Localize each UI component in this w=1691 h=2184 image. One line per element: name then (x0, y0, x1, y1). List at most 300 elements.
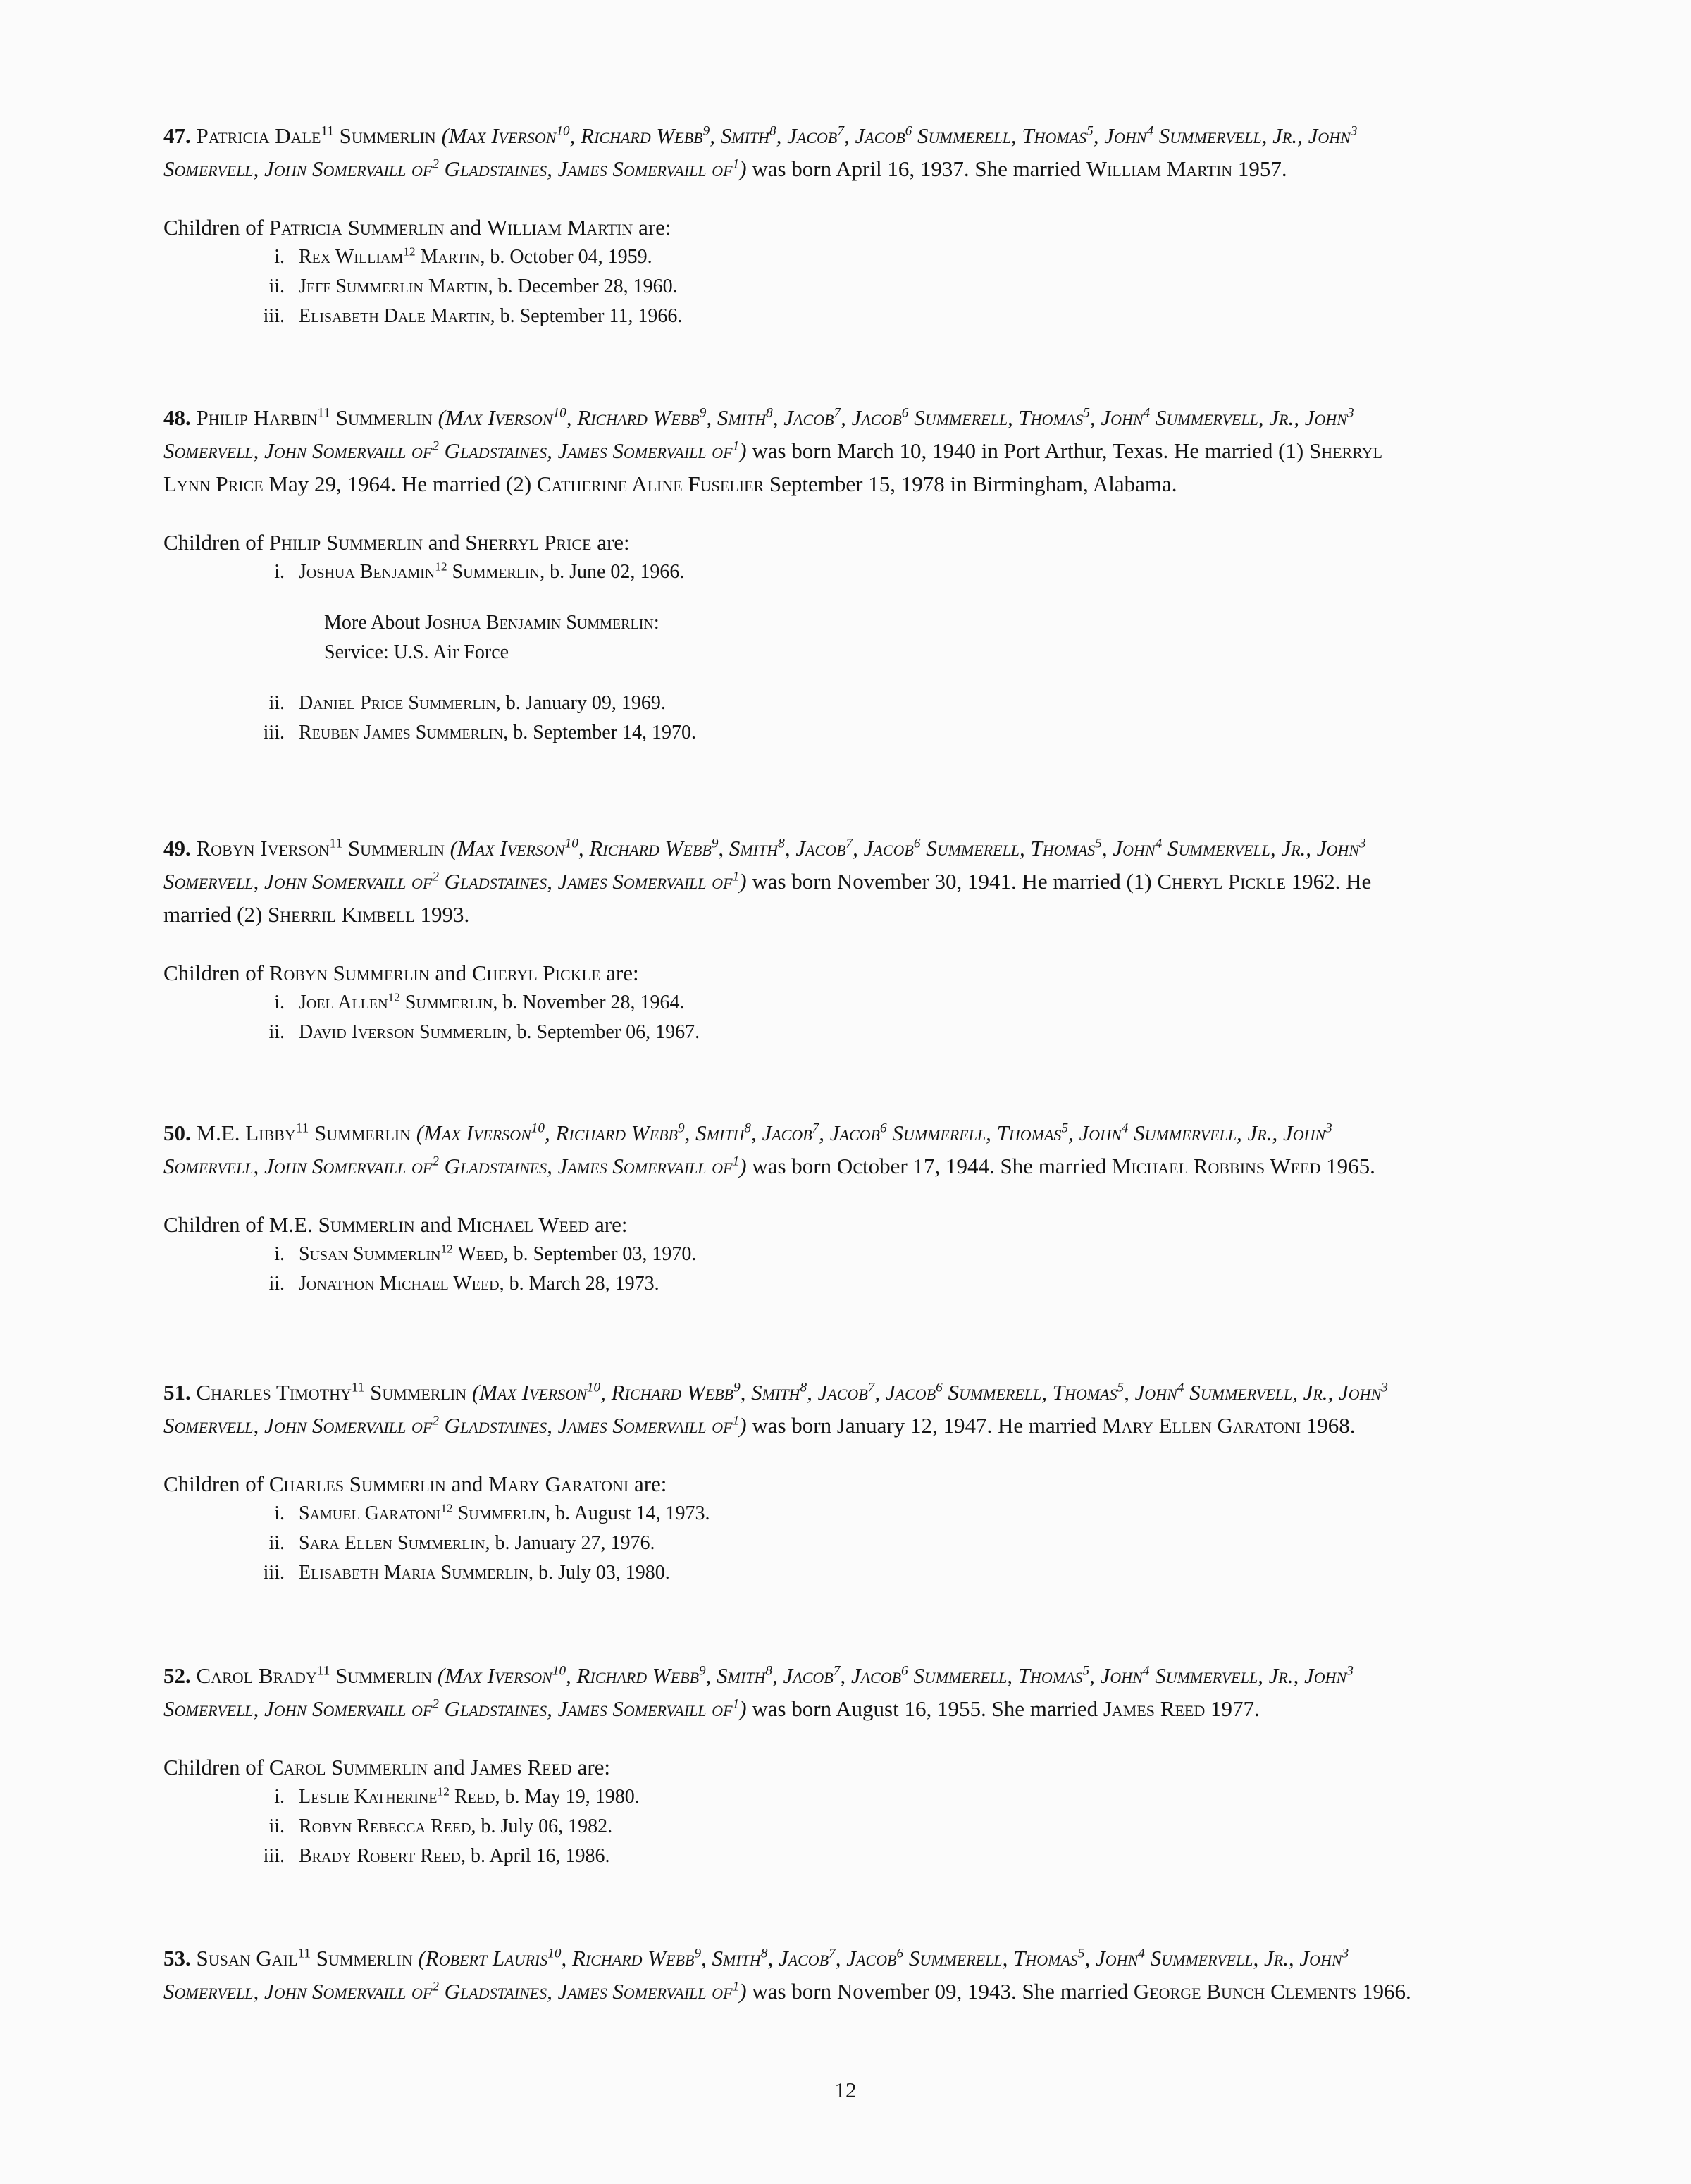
text-span: and (414, 1212, 457, 1237)
text-span: ) (739, 1979, 747, 2004)
children-list (163, 689, 1432, 748)
superscript-number: 3 (1381, 1380, 1388, 1395)
superscript-number: 4 (1155, 836, 1163, 851)
text-span: was born March 10, 1940 in Port Arthur, Texas. He married (1) (746, 438, 1309, 463)
text-span (299, 718, 1432, 748)
text-span: ii. (268, 1273, 285, 1295)
text-span: , Jacob (750, 1121, 812, 1145)
text-span: are: (589, 1212, 628, 1237)
text-span: Summerlin (335, 1663, 433, 1688)
children-heading (163, 528, 1432, 557)
text-span: 1957. (1232, 156, 1287, 181)
list-item (163, 1812, 1432, 1841)
text-span: (Max Iverson (441, 123, 557, 148)
text-span: James Reed (470, 1755, 572, 1779)
list-item (163, 242, 1432, 272)
text-span: Mary Garatoni (488, 1472, 629, 1496)
text-span: , Smith (706, 405, 767, 430)
superscript-number: 5 (1077, 1946, 1085, 1961)
text-span: 1993. (414, 902, 470, 927)
text-span: Summerlin (314, 1121, 411, 1145)
page-number: 12 (834, 2078, 857, 2102)
superscript-number: 1 (732, 1413, 740, 1429)
text-span: 49. (163, 836, 191, 860)
superscript-number: 1 (732, 156, 740, 172)
superscript-number: 1 (732, 1154, 740, 1169)
text-span: are: (633, 215, 671, 240)
superscript-number: 5 (1086, 123, 1094, 139)
superscript-number: 7 (834, 405, 841, 421)
superscript-number: 8 (760, 1946, 768, 1961)
superscript-number: 3 (1325, 1121, 1332, 1136)
superscript-number: 11 (317, 405, 331, 421)
text-span: , Smith (705, 1663, 766, 1688)
superscript-number: 2 (432, 869, 439, 884)
text-span: Summerlin (335, 405, 433, 430)
superscript-number: 5 (1083, 405, 1090, 421)
text-span: 1966. (1356, 1979, 1411, 2004)
text-span: , b. September 14, 1970. (503, 722, 697, 744)
text-span: 53. (163, 1946, 191, 1970)
superscript-number: 11 (329, 836, 343, 851)
text-span (299, 302, 1432, 331)
text-span: Somervell, John Somervaill of (163, 438, 433, 463)
text-span: was born November 09, 1943. She married (746, 1979, 1134, 2004)
text-span: , b. November 28, 1964. (493, 992, 685, 1013)
text-span: Elisabeth Dale Martin (299, 305, 490, 327)
text-span: Gladstaines, James Somervaill of (438, 1413, 733, 1438)
text-span: , Jacob (772, 1663, 834, 1688)
text-span: Children of (163, 961, 269, 985)
children-heading (163, 1210, 1432, 1240)
text-span: Somervell, John Somervaill of (163, 1154, 433, 1178)
text-span: 48. (163, 405, 191, 430)
text-span: Children of (163, 1755, 269, 1779)
text-span: and (444, 215, 487, 240)
superscript-number: 11 (297, 1946, 311, 1961)
text-span: , Richard Webb (566, 1663, 700, 1688)
text-span (299, 1018, 1432, 1047)
superscript-number: 10 (586, 1380, 601, 1395)
text-span: Samuel Garatoni (299, 1503, 441, 1524)
text-span: and (423, 530, 466, 555)
superscript-number: 7 (829, 1946, 836, 1961)
superscript-number: 10 (531, 1121, 545, 1136)
superscript-number: 9 (699, 1663, 706, 1679)
children-heading (163, 213, 1432, 242)
text-span: Summerlin (399, 992, 493, 1013)
superscript-number: 1 (732, 1979, 740, 1994)
text-span: ii. (268, 1021, 285, 1043)
entry-number: 47. (163, 123, 191, 148)
entry-52 (163, 1659, 1432, 1871)
text-span (299, 557, 1432, 587)
text-span: 52. (163, 1663, 191, 1688)
text-span: 1965. (1320, 1154, 1375, 1178)
text-span: Robyn Summerlin (268, 961, 430, 985)
text-span: September 15, 1978 in Birmingham, Alabama. (764, 471, 1177, 496)
text-span: , John (1101, 836, 1156, 860)
entry-paragraph (163, 119, 1432, 185)
text-span: Charles Timothy (196, 1380, 352, 1405)
text-span: George Bunch Clements (1133, 1979, 1357, 2004)
children-heading (163, 1753, 1432, 1782)
text-span: Reuben James Summerlin (299, 722, 504, 744)
text-span: , Smith (718, 836, 779, 860)
text-span: Somervell, John Somervaill of (163, 156, 433, 181)
text-span: Gladstaines, James Somervaill of (438, 438, 733, 463)
text-span: , John (1084, 1946, 1139, 1970)
text-span: was born October 17, 1944. She married (746, 1154, 1112, 1178)
text-span: Summervell, Jr., John (1144, 1946, 1342, 1970)
text-span: , b. September 06, 1967. (507, 1021, 700, 1043)
children-list (163, 1782, 1432, 1871)
list-item (163, 689, 1432, 718)
text-span: and (429, 961, 472, 985)
text-span: Jonathon Michael Weed (299, 1273, 500, 1295)
text-span: 51. (163, 1380, 191, 1405)
text-span: Summerell, Thomas (908, 405, 1084, 430)
text-span: , Jacob (784, 836, 846, 860)
list-item (163, 1240, 1432, 1269)
superscript-number: 12 (403, 245, 416, 259)
entry-paragraph (163, 1659, 1432, 1725)
text-span: , Jacob (841, 405, 902, 430)
text-span: , Richard Webb (566, 405, 700, 430)
entry-47 (163, 119, 1432, 331)
text-span: , Smith (740, 1380, 800, 1405)
superscript-number: 3 (1342, 1946, 1349, 1961)
generation-number: 11 (321, 123, 334, 139)
text-span: ) (739, 156, 747, 181)
text-span (299, 988, 1432, 1018)
superscript-number: 5 (1082, 1663, 1090, 1679)
text-span: Summerell, Thomas (908, 1663, 1083, 1688)
text-span: Summerlin (316, 1946, 413, 1970)
text-span: Jeff Summerlin Martin (299, 276, 488, 297)
superscript-number: 8 (769, 123, 776, 139)
superscript-number: 3 (1346, 1663, 1354, 1679)
text-span: Summerell, Thomas (942, 1380, 1117, 1405)
superscript-number: 2 (432, 1696, 439, 1712)
text-span: (Robert Lauris (418, 1946, 548, 1970)
text-span: Leslie Katherine (299, 1786, 438, 1808)
superscript-number: 3 (1359, 836, 1366, 851)
text-span: are: (571, 1755, 611, 1779)
text-span: ) (739, 1696, 747, 1721)
superscript-number: 3 (1346, 405, 1354, 421)
text-span: Summerlin (447, 561, 540, 583)
text-span: , b. July 06, 1982. (471, 1815, 613, 1837)
text-span: Gladstaines, James Somervaill of (438, 1696, 733, 1721)
superscript-number: 4 (1143, 405, 1151, 421)
text-span: Children of (163, 215, 269, 240)
text-span: , Jacob (807, 1380, 868, 1405)
text-span: Summervell, Jr., John (1150, 405, 1347, 430)
children-list (163, 1240, 1432, 1299)
text-span: Weed (452, 1243, 504, 1265)
more-about-block (163, 608, 1432, 667)
superscript-number: 1 (732, 869, 740, 884)
superscript-number: 11 (351, 1380, 365, 1395)
text-span: Summervell, Jr., John (1128, 1121, 1326, 1145)
text-span: ) (739, 1413, 747, 1438)
text-span: , Richard Webb (561, 1946, 695, 1970)
entry-49 (163, 832, 1432, 1047)
entry-paragraph (163, 1376, 1432, 1442)
list-item (163, 1782, 1432, 1812)
text-span: ii. (268, 1532, 285, 1554)
superscript-number: 2 (432, 1413, 439, 1429)
list-item (163, 1018, 1432, 1047)
text-span: , b. December 28, 1960. (488, 276, 678, 297)
text-span: James Reed (1103, 1696, 1206, 1721)
superscript-number: 10 (552, 405, 566, 421)
superscript-number: 6 (913, 836, 921, 851)
list-item (163, 1499, 1432, 1529)
superscript-number: 10 (547, 1946, 562, 1961)
superscript-number: 6 (905, 123, 912, 139)
text-span: Summerell, Thomas (886, 1121, 1062, 1145)
text-span: , b. April 16, 1986. (460, 1845, 610, 1867)
text-span: ) (739, 1154, 747, 1178)
text-span: Sherryl Price (465, 530, 592, 555)
superscript-number: 4 (1121, 1121, 1129, 1136)
text-span: i. (274, 246, 285, 268)
text-span (299, 1529, 1432, 1558)
text-span: Somervell, John Somervaill of (163, 1696, 433, 1721)
text-span: , Smith (710, 123, 770, 148)
superscript-number: 6 (936, 1380, 943, 1395)
text-span: Gladstaines, James Somervaill of (438, 1979, 733, 2004)
list-item (163, 718, 1432, 748)
text-span: and (428, 1755, 471, 1779)
superscript-number: 7 (837, 123, 844, 139)
list-item (163, 1529, 1432, 1558)
text-span: Philip Harbin (196, 405, 318, 430)
text-span: Carol Brady (196, 1663, 317, 1688)
text-span: , Jacob (840, 1663, 902, 1688)
text-span: Michael Robbins Weed (1111, 1154, 1321, 1178)
superscript-number: 4 (1138, 1946, 1145, 1961)
text-span: , Jacob (835, 1946, 897, 1970)
text-span: iii. (263, 1845, 285, 1867)
text-span: Summervell, Jr., John (1149, 1663, 1347, 1688)
superscript-number: 4 (1146, 123, 1154, 139)
text-span (299, 1499, 1432, 1529)
superscript-number: 12 (440, 1501, 453, 1515)
list-item (163, 1841, 1432, 1871)
text-span: , b. March 28, 1973. (499, 1273, 659, 1295)
text-span (299, 689, 1432, 718)
text-span: Somervell, John Somervaill of (163, 1979, 433, 2004)
text-span: iii. (263, 1562, 285, 1584)
text-span: 50. (163, 1121, 191, 1145)
text-span: , b. May 19, 1980. (495, 1786, 640, 1808)
text-span: 1968. (1301, 1413, 1356, 1438)
text-span: Gladstaines, James Somervaill of (438, 869, 733, 894)
text-span: ) (739, 869, 747, 894)
text-span: Summerlin (347, 836, 445, 860)
superscript-number: 6 (879, 1121, 887, 1136)
text-span: (Max Iverson (416, 1121, 531, 1145)
superscript-number: 10 (564, 836, 578, 851)
text-span: : (653, 612, 659, 634)
entry-paragraph (163, 832, 1432, 931)
superscript-number: 12 (440, 1242, 453, 1256)
superscript-number: 8 (744, 1121, 751, 1136)
children-list (163, 988, 1432, 1047)
text-span: David Iverson Summerlin (299, 1021, 507, 1043)
text-span: Rex William (299, 246, 404, 268)
text-span: ii. (268, 692, 285, 714)
text-span: Summervell, Jr., John (1162, 836, 1360, 860)
text-span: Summerell, Thomas (903, 1946, 1078, 1970)
superscript-number: 7 (846, 836, 853, 851)
text-span: Somervell, John Somervaill of (163, 869, 433, 894)
text-span: i. (274, 1503, 285, 1524)
text-span: Robyn Rebecca Reed (299, 1815, 471, 1837)
text-span: Summerell, Thomas (920, 836, 1096, 860)
text-span (299, 1812, 1432, 1841)
text-span: Children of (163, 1212, 269, 1237)
text-span: Summerell, Thomas (912, 123, 1087, 148)
text-span: , b. June 02, 1966. (540, 561, 685, 583)
text-span: , John (1089, 1663, 1143, 1688)
text-span (299, 1269, 1432, 1299)
text-span: Children of (163, 530, 269, 555)
text-span: , b. August 14, 1973. (545, 1503, 710, 1524)
text-span: are: (628, 1472, 667, 1496)
superscript-number: 9 (699, 405, 707, 421)
text-span: iii. (263, 722, 285, 744)
text-span: ) (739, 438, 747, 463)
text-span: was born August 16, 1955. She married (746, 1696, 1103, 1721)
text-span: , Richard Webb (600, 1380, 734, 1405)
text-span: Gladstaines, James Somervaill of (438, 156, 733, 181)
text-span: Susan Summerlin (299, 1243, 441, 1265)
entry-paragraph (163, 1116, 1432, 1183)
superscript-number: 5 (1061, 1121, 1069, 1136)
text-span: Robyn Iverson (196, 836, 330, 860)
entry-51 (163, 1376, 1432, 1588)
text-span: are: (591, 530, 630, 555)
list-item (163, 1558, 1432, 1588)
text-span: Catherine Aline Fuselier (536, 471, 764, 496)
text-span (299, 1558, 1432, 1588)
superscript-number: 7 (833, 1663, 841, 1679)
text-span: , John (1124, 1380, 1177, 1405)
text-span: , Jacob (776, 123, 838, 148)
superscript-number: 3 (1350, 123, 1358, 139)
list-item (163, 988, 1432, 1018)
text-span: May 29, 1964. He married (2) (263, 471, 537, 496)
text-span: are: (600, 961, 639, 985)
text-span: , b. January 09, 1969. (495, 692, 666, 714)
superscript-number: 9 (702, 123, 710, 139)
text-span: (Max Iverson (471, 1380, 587, 1405)
text-span: Joshua Benjamin (299, 561, 435, 583)
text-span: Summerlin (370, 1380, 467, 1405)
text-span: Mary Ellen Garatoni (1102, 1413, 1301, 1438)
text-span: , b. September 03, 1970. (503, 1243, 697, 1265)
person-surname: Summerlin (339, 123, 436, 148)
superscript-number: 12 (435, 560, 447, 574)
text-span: Charles Summerlin (268, 1472, 446, 1496)
text-span: , Richard Webb (578, 836, 712, 860)
text-span: , Jacob (819, 1121, 880, 1145)
text-span: ii. (268, 276, 285, 297)
superscript-number: 4 (1177, 1380, 1184, 1395)
list-item (163, 557, 1432, 587)
children-heading (163, 958, 1432, 988)
text-span: Reed (449, 1786, 495, 1808)
service-line: Service: U.S. Air Force (324, 641, 509, 663)
text-span: , Jacob (843, 123, 905, 148)
entry-48 (163, 401, 1432, 748)
list-item (163, 302, 1432, 331)
entry-details: was born April 16, 1937. She married (746, 156, 1086, 181)
text-span: Summervell, Jr., John (1184, 1380, 1382, 1405)
text-span: , Richard Webb (544, 1121, 678, 1145)
text-span: Joel Allen (299, 992, 388, 1013)
text-span: Martin (415, 246, 481, 268)
text-span: Sherryl Lynn Price (163, 438, 1382, 496)
text-span: iii. (263, 305, 285, 327)
children-list (163, 1499, 1432, 1588)
text-span: 1977. (1205, 1696, 1260, 1721)
text-span: Carol Summerlin (268, 1755, 428, 1779)
superscript-number: 7 (867, 1380, 875, 1395)
text-span: Somervell, John Somervaill of (163, 1413, 433, 1438)
text-span: , Jacob (772, 405, 834, 430)
text-span: , b. September 11, 1966. (490, 305, 683, 327)
superscript-number: 9 (733, 1380, 741, 1395)
superscript-number: 2 (432, 1154, 439, 1169)
superscript-number: 7 (812, 1121, 819, 1136)
text-span: Sara Ellen Summerlin (299, 1532, 485, 1554)
superscript-number: 10 (556, 123, 570, 139)
entry-paragraph (163, 1942, 1432, 2008)
children-list (163, 557, 1432, 587)
text-span: Philip Summerlin (268, 530, 423, 555)
superscript-number: 8 (778, 836, 785, 851)
children-heading (163, 1469, 1432, 1499)
superscript-number: 10 (552, 1663, 566, 1679)
list-item (163, 1269, 1432, 1299)
superscript-number: 4 (1142, 1663, 1150, 1679)
text-span: , Jacob (767, 1946, 829, 1970)
text-span: i. (274, 1243, 285, 1265)
superscript-number: 6 (901, 405, 909, 421)
text-span: M.E. Libby (196, 1121, 296, 1145)
text-span: , b. October 04, 1959. (480, 246, 652, 268)
text-span (299, 1782, 1432, 1812)
superscript-number: 12 (388, 990, 400, 1004)
text-span: Gladstaines, James Somervaill of (438, 1154, 733, 1178)
superscript-number: 1 (732, 1696, 740, 1712)
superscript-number: 2 (432, 156, 439, 172)
text-span: , Jacob (874, 1380, 936, 1405)
text-span: , b. July 03, 1980. (528, 1562, 670, 1584)
text-span: Cheryl Pickle (471, 961, 601, 985)
children-list (163, 242, 1432, 331)
more-about-heading (324, 608, 1432, 638)
entry-paragraph (163, 401, 1432, 500)
superscript-number: 12 (437, 1784, 450, 1799)
text-span: Michael Weed (457, 1212, 590, 1237)
superscript-number: 6 (901, 1663, 908, 1679)
